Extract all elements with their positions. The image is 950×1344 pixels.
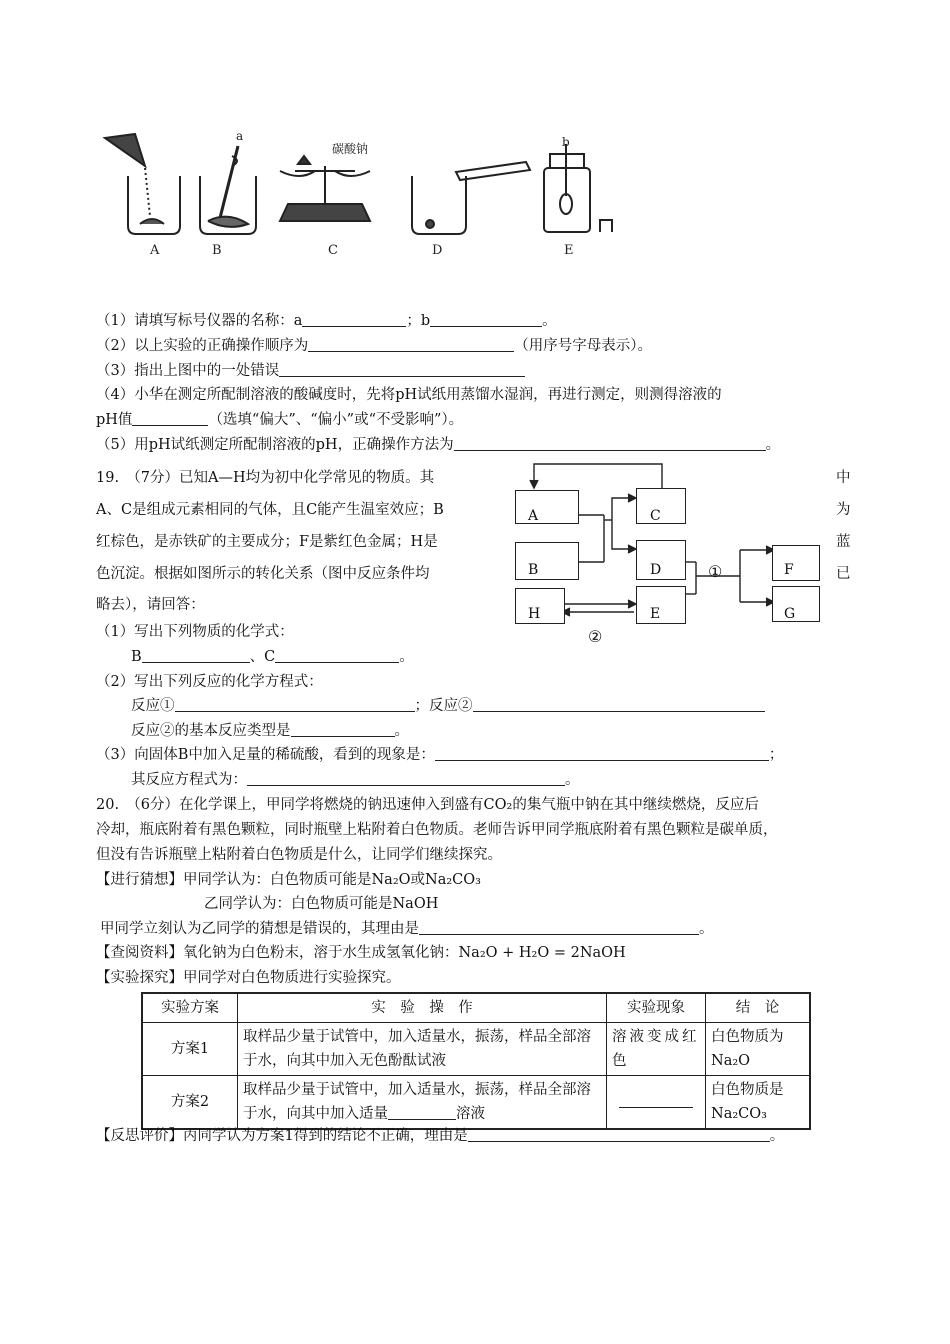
figure-label-a-mark: a [236, 129, 244, 143]
flow-node-e [636, 586, 686, 624]
beaker-b-illustration [200, 146, 256, 234]
q19-line4: 色沉淀。根据如图所示的转化关系（图中反应条件均 [96, 566, 430, 582]
table-header-row [142, 993, 810, 1023]
figure-caption-a: A [150, 243, 160, 258]
q20-line1: 20. （6分）在化学课上，甲同学将燃烧的钠迅速伸入到盛有CO₂的集气瓶中钠在其中继续燃烧，反应后 [96, 797, 759, 813]
table-row [142, 1076, 810, 1130]
q18-part4b: pH值 （选填“偏大”、“偏小”或“不受影响”）。 [96, 408, 463, 432]
figure-caption-d: D [432, 243, 443, 258]
q19-line2: A、C是组成元素相同的气体，且C能产生温室效应；B [96, 502, 444, 518]
reaction-2-marker: ② [588, 627, 603, 646]
answer-blank[interactable] [175, 695, 415, 712]
q19-line3: 红棕色，是赤铁矿的主要成分；F是紫红色金属；H是 [96, 534, 438, 550]
flow-node-g [772, 586, 820, 622]
q20-explore: 【实验探究】甲同学对白色物质进行实验探究。 [96, 970, 401, 986]
table-row [142, 1023, 810, 1076]
beaker-d-illustration [412, 162, 530, 234]
answer-blank[interactable] [619, 1091, 693, 1108]
table-header: 结 论 [706, 993, 811, 1023]
experiment-table [141, 992, 811, 1130]
phenomenon-cell: 溶液变成红色 [607, 1023, 706, 1076]
flow-node-b [515, 542, 579, 580]
flow-node-c [636, 488, 686, 524]
phenomenon-cell [607, 1076, 706, 1130]
q20-guess2: 乙同学认为：白色物质可能是NaOH [204, 896, 439, 912]
q18-part1: （1）请填写标号仪器的名称：a ；b 。 [96, 309, 557, 333]
q19-line4-right: 已 [836, 566, 851, 582]
q18-part4a: （4）小华在测定所配制溶液的酸碱度时，先将pH试纸用蒸馏水湿润，再进行测定，则测得溶液的 [96, 387, 722, 403]
flow-label-b: B [528, 562, 539, 578]
reaction-1-marker: ① [708, 562, 723, 581]
figure-caption-e: E [564, 243, 574, 258]
figure-label-b-mark: b [562, 135, 570, 149]
answer-blank[interactable] [454, 434, 766, 451]
q19-sub1-answer: B 、C 。 [131, 645, 414, 669]
q19-line2-right: 为 [836, 502, 851, 518]
plan-cell: 方案2 [142, 1076, 238, 1130]
flow-node-f [772, 545, 820, 581]
figure-caption-c: C [328, 243, 338, 258]
q19-sub1: （1）写出下列物质的化学式： [96, 624, 294, 640]
q20-line2: 冷却，瓶底附着有黑色颗粒，同时瓶壁上粘附着白色物质。老师告诉甲同学瓶底附着有黑色颗粒是碳单质， [96, 822, 778, 838]
q19-sub3: （3）向固体B中加入足量的稀硫酸，看到的现象是： ； [96, 743, 783, 767]
q20-guess1: 【进行猜想】甲同学认为：白色物质可能是Na₂O或Na₂CO₃ [96, 872, 481, 888]
flow-label-h: H [528, 606, 541, 622]
answer-blank[interactable] [291, 720, 395, 737]
answer-blank[interactable] [275, 646, 399, 663]
answer-blank[interactable] [430, 310, 542, 327]
answer-blank[interactable] [279, 360, 525, 377]
table-header: 实验方案 [142, 993, 238, 1023]
answer-blank[interactable] [142, 646, 250, 663]
flow-label-a: A [528, 508, 539, 524]
flow-label-e: E [650, 606, 661, 622]
conclusion-cell: 白色物质是Na₂CO₃ [706, 1076, 811, 1130]
q19-sub2-answers: 反应① ；反应② [131, 694, 765, 718]
q19-line1-right: 中 [836, 470, 851, 486]
answer-blank[interactable] [308, 335, 514, 352]
answer-blank[interactable] [468, 1125, 770, 1142]
conclusion-cell: 白色物质为Na₂O [706, 1023, 811, 1076]
plan-cell: 方案1 [142, 1023, 238, 1076]
q20-reason: 甲同学立刻认为乙同学的猜想是错误的，其理由是 。 [100, 917, 714, 941]
answer-blank[interactable] [247, 769, 565, 786]
flow-label-d: D [650, 562, 662, 578]
flow-label-f: F [784, 562, 794, 578]
balance-c-illustration [280, 156, 370, 221]
sodium-carbonate-label: 碳酸钠 [332, 142, 369, 156]
figure-caption-b: B [212, 243, 222, 258]
bottle-e-illustration [544, 144, 612, 232]
q20-reflect: 【反思评价】丙同学认为方案1得到的结论不正确，理由是 。 [96, 1124, 784, 1148]
q20-line3: 但没有告诉瓶壁上粘附着白色物质是什么，让同学们继续探究。 [96, 847, 502, 863]
answer-blank[interactable] [419, 918, 699, 935]
q20-info: 【查阅资料】氧化钠为白色粉末，溶于水生成氢氧化钠：Na₂O + H₂O = 2NaOH [96, 945, 626, 961]
answer-blank[interactable] [132, 409, 208, 426]
table-header: 实 验 操 作 [238, 993, 607, 1023]
answer-blank[interactable] [302, 310, 406, 327]
experiment-figure [100, 126, 630, 261]
q19-line3-right: 蓝 [836, 534, 851, 550]
flow-label-c: C [650, 508, 661, 524]
q19-sub2: （2）写出下列反应的化学方程式： [96, 674, 323, 690]
q19-sub3-equation: 其反应方程式为： 。 [131, 768, 580, 792]
answer-blank[interactable] [473, 695, 765, 712]
q18-part5: （5）用pH试纸测定所配制溶液的pH，正确操作方法为 。 [96, 433, 780, 457]
flow-label-g: G [784, 606, 796, 622]
answer-blank[interactable] [388, 1103, 456, 1120]
q18-part3: （3）指出上图中的一处错误 [96, 359, 525, 383]
q19-line5: 略去），请回答： [96, 597, 205, 613]
q19-sub2-type: 反应②的基本反应类型是 。 [131, 719, 409, 743]
answer-blank[interactable] [435, 744, 769, 761]
operation-cell: 取样品少量于试管中，加入适量水，振荡，样品全部溶于水，向其中加入适量 溶液 [238, 1076, 607, 1130]
q18-part2: （2）以上实验的正确操作顺序为 （用序号字母表示）。 [96, 334, 652, 358]
beaker-a-illustration [105, 134, 180, 234]
table-header: 实验现象 [607, 993, 706, 1023]
q19-line1: 19. （7分）已知A—H均为初中化学常见的物质。其 [96, 470, 435, 486]
operation-cell: 取样品少量于试管中，加入适量水，振荡，样品全部溶于水，向其中加入无色酚酞试液 [238, 1023, 607, 1076]
flow-node-a [515, 490, 579, 524]
